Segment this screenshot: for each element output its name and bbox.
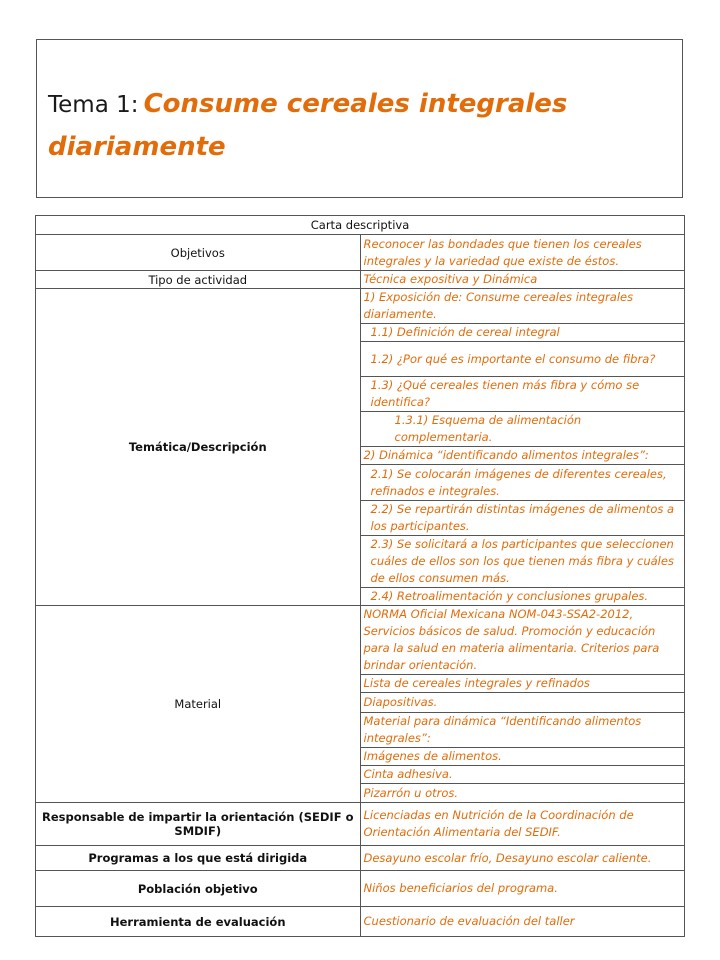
table-header: Carta descriptiva xyxy=(36,216,685,235)
row-tematica xyxy=(36,289,685,324)
material-item: NORMA Oficial Mexicana NOM-043-SSA2-2012, Servicios básicos de salud. Promoción y educación para la salud en materia alimentaria. Criterios para brindar orientación. xyxy=(360,606,685,675)
programas-label: Programas a los que está dirigida xyxy=(36,846,361,871)
herramienta-value: Cuestionario de evaluación del taller xyxy=(360,907,685,937)
material-item: Diapositivas. xyxy=(360,693,685,713)
material-item: Imágenes de alimentos. xyxy=(360,748,685,766)
carta-descriptiva-table xyxy=(35,215,685,937)
slide-title xyxy=(48,84,668,170)
tematica-item: 1.3.1) Esquema de alimentación complementaria. xyxy=(360,412,685,447)
title-box xyxy=(36,39,683,198)
tematica-item: 1.2) ¿Por qué es importante el consumo de fibra? xyxy=(360,342,685,377)
row-programas xyxy=(36,846,685,871)
title-prefix: Tema 1: xyxy=(48,92,139,118)
tipo-label: Tipo de actividad xyxy=(36,271,361,289)
material-item: Material para dinámica “Identificando alimentos integrales”: xyxy=(360,713,685,748)
programas-value: Desayuno escolar frío, Desayuno escolar caliente. xyxy=(360,846,685,871)
row-material xyxy=(36,606,685,675)
tipo-value: Técnica expositiva y Dinámica xyxy=(360,271,685,289)
row-objetivos xyxy=(36,235,685,271)
herramienta-label: Herramienta de evaluación xyxy=(36,907,361,937)
material-item: Pizarrón u otros. xyxy=(360,784,685,803)
responsable-value: Licenciadas en Nutrición de la Coordinación de Orientación Alimentaria del SEDIF. xyxy=(360,803,685,846)
material-item: Lista de cereales integrales y refinados xyxy=(360,675,685,693)
row-responsable xyxy=(36,803,685,846)
poblacion-value: Niños beneficiarios del programa. xyxy=(360,871,685,907)
table-header-row xyxy=(36,216,685,235)
objetivos-value: Reconocer las bondades que tienen los cereales integrales y la variedad que existe de éstos. xyxy=(360,235,685,271)
tematica-item: 2.2) Se repartirán distintas imágenes de alimentos a los participantes. xyxy=(360,501,685,536)
row-poblacion xyxy=(36,871,685,907)
tematica-item: 1.1) Definición de cereal integral xyxy=(360,324,685,342)
tematica-item: 2.1) Se colocarán imágenes de diferentes cereales, refinados e integrales. xyxy=(360,465,685,501)
tematica-item: 2) Dinámica “identificando alimentos integrales”: xyxy=(360,447,685,465)
material-label: Material xyxy=(36,606,361,803)
objetivos-label: Objetivos xyxy=(36,235,361,271)
tematica-item: 2.4) Retroalimentación y conclusiones grupales. xyxy=(360,588,685,606)
tematica-item: 1.3) ¿Qué cereales tienen más fibra y cómo se identifica? xyxy=(360,377,685,412)
tematica-label: Temática/Descripción xyxy=(36,289,361,606)
tematica-item: 2.3) Se solicitará a los participantes que seleccionen cuáles de ellos son los que tienen más fibra y cuáles de ellos consumen más. xyxy=(360,536,685,588)
tematica-item: 1) Exposición de: Consume cereales integrales diariamente. xyxy=(360,289,685,324)
row-herramienta xyxy=(36,907,685,937)
row-tipo xyxy=(36,271,685,289)
title-main: Consume cereales integrales diariamente xyxy=(48,89,568,162)
responsable-label: Responsable de impartir la orientación (SEDIF o SMDIF) xyxy=(36,803,361,846)
material-item: Cinta adhesiva. xyxy=(360,766,685,784)
poblacion-label: Población objetivo xyxy=(36,871,361,907)
